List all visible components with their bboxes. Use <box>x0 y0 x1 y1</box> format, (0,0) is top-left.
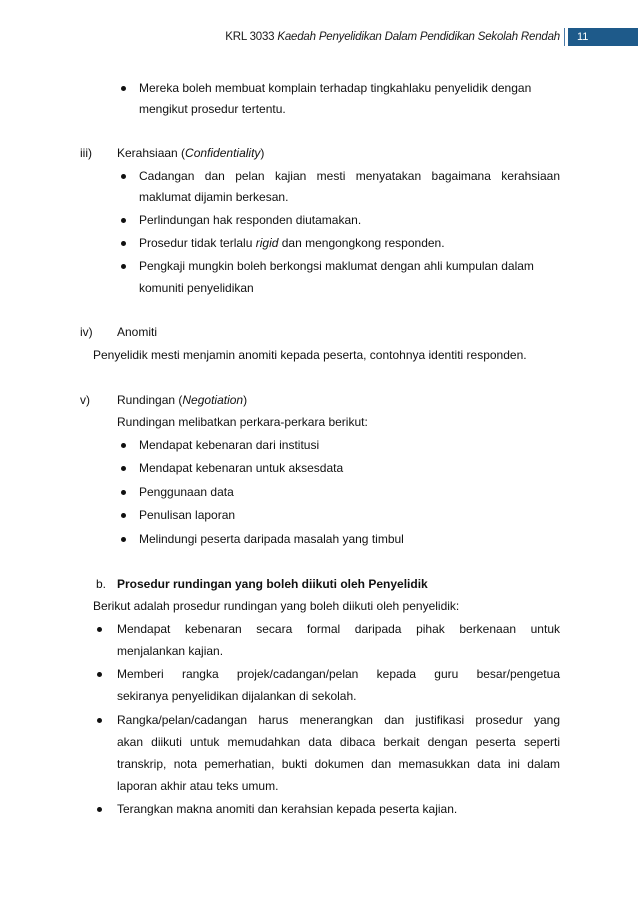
bullet-icon <box>121 241 126 246</box>
bullet-text: Melindungi peserta daripada masalah yang timbul <box>139 532 404 546</box>
text-italic: rigid <box>255 236 279 250</box>
bullet-text: Mereka boleh membuat komplain terhadap tingkahlaku penyelidik dengan <box>139 81 532 95</box>
section-b-intro: Berikut adalah prosedur rundingan yang boleh diikuti oleh penyelidik: <box>93 599 460 613</box>
bullet-icon <box>121 174 126 179</box>
bullet-text: Rangka/pelan/cadangan harus menerangkan dan justifikasi prosedur yang <box>117 713 560 727</box>
section-v-title <box>117 392 247 408</box>
bullet-text-cont: mengikut prosedur tertentu. <box>139 102 286 116</box>
page-number: 11 <box>568 28 638 46</box>
section-b-letter: b. <box>96 577 107 591</box>
bullet-text-cont: akan diikuti untuk memudahkan data dibaca berkait dengan peserta seperti <box>117 735 560 749</box>
section-iii-title <box>117 145 264 161</box>
bullet-icon <box>121 218 126 223</box>
bullet-text-cont: sekiranya penyelidikan dijalankan di sekolah. <box>117 689 357 703</box>
bullet-icon <box>97 718 102 723</box>
bullet-text: Penulisan laporan <box>139 508 236 522</box>
bullet-text-cont: menjalankan kajian. <box>117 644 224 658</box>
bullet-text: Penggunaan data <box>139 485 234 499</box>
course-code: KRL 3033 <box>225 31 275 43</box>
section-v-intro: Rundingan melibatkan perkara-perkara berikut: <box>117 415 368 429</box>
bullet-text: Mendapat kebenaran secara formal daripada pihak berkenaan untuk <box>117 622 560 636</box>
title-suffix: ) <box>260 146 265 160</box>
bullet-text-cont: transkrip, nota pemerhatian, bukti dokumen dan memasukkan data ini dalam <box>117 757 560 771</box>
bullet-text-cont: laporan akhir atau teks umum. <box>117 779 279 793</box>
bullet-icon <box>121 537 126 542</box>
header-divider <box>564 28 565 46</box>
text-prefix: Prosedur tidak terlalu <box>139 236 256 250</box>
bullet-text: Pengkaji mungkin boleh berkongsi maklumat dengan ahli kumpulan dalam <box>139 259 534 273</box>
bullet-icon <box>121 264 126 269</box>
title-prefix: Kerahsiaan ( <box>117 146 186 160</box>
bullet-text-cont: maklumat dijamin berkesan. <box>139 190 289 204</box>
bullet-text: Mendapat kebenaran dari institusi <box>139 438 320 452</box>
bullet-text: Cadangan dan pelan kajian mesti menyatakan bagaimana kerahsiaan <box>139 169 560 183</box>
bullet-icon <box>97 627 102 632</box>
section-iv-title: Anomiti <box>117 325 158 339</box>
text-suffix: dan mengongkong responden. <box>278 236 445 250</box>
bullet-text: Perlindungan hak responden diutamakan. <box>139 213 362 227</box>
bullet-text-cont: komuniti penyelidikan <box>139 281 254 295</box>
bullet-icon <box>121 466 126 471</box>
title-prefix: Rundingan ( <box>117 393 183 407</box>
bullet-text: Terangkan makna anomiti dan kerahsian kepada peserta kajian. <box>117 802 458 816</box>
title-italic: Confidentiality <box>185 146 261 160</box>
title-italic: Negotiation <box>182 393 244 407</box>
section-iii-number: iii) <box>80 146 92 160</box>
section-iv-text: Penyelidik mesti menjamin anomiti kepada peserta, contohnya identiti responden. <box>93 348 527 362</box>
course-title: Kaedah Penyelidikan Dalam Pendidikan Sekolah Rendah <box>277 31 560 43</box>
bullet-icon <box>121 513 126 518</box>
bullet-icon <box>121 490 126 495</box>
bullet-icon <box>121 443 126 448</box>
bullet-icon <box>121 86 126 91</box>
section-v-number: v) <box>80 393 90 407</box>
bullet-text: Memberi rangka projek/cadangan/pelan kepada guru besar/pengetua <box>117 667 560 681</box>
bullet-icon <box>97 672 102 677</box>
section-b-title: Prosedur rundingan yang boleh diikuti oleh Penyelidik <box>117 577 428 591</box>
bullet-text: Mendapat kebenaran untuk aksesdata <box>139 461 344 475</box>
bullet-text <box>139 235 445 251</box>
page-header <box>0 28 638 50</box>
title-suffix: ) <box>243 393 248 407</box>
header-title <box>225 31 560 43</box>
section-iv-number: iv) <box>80 325 93 339</box>
bullet-icon <box>97 807 102 812</box>
